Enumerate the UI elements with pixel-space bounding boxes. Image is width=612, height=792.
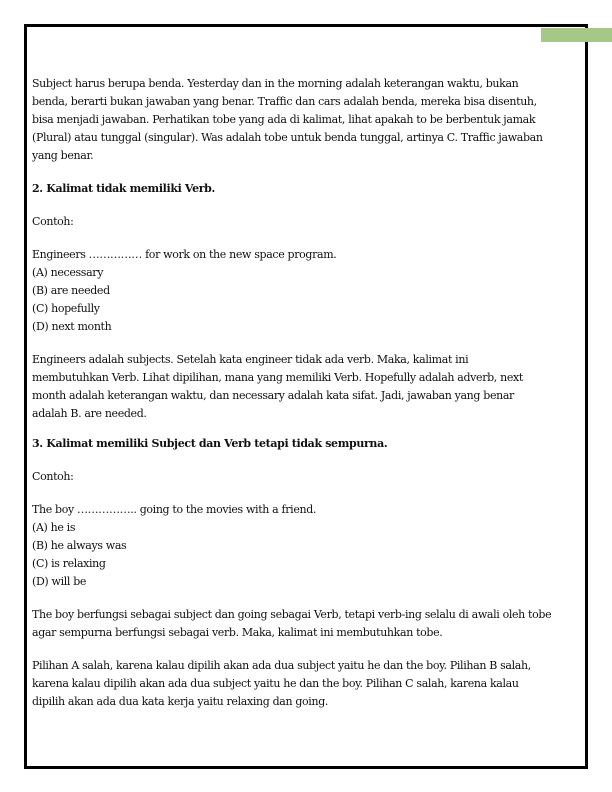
option-d: (D) will be	[32, 575, 87, 588]
option-a: (A) necessary	[32, 266, 104, 279]
text-line: month adalah keterangan waktu, dan necessary adalah kata sifat. Jadi, jawaban yang benar	[32, 389, 514, 402]
text-line: benda, berarti bukan jawaban yang benar. Traffic dan cars adalah benda, mereka bisa disentuh,	[32, 95, 537, 108]
text-line: dipilih akan ada dua kata kerja yaitu relaxing dan going.	[32, 695, 329, 708]
text-line: adalah B. are needed.	[32, 407, 147, 420]
option-b: (B) are needed	[32, 284, 110, 297]
text-line: agar sempurna berfungsi sebagai verb. Maka, kalimat ini membutuhkan tobe.	[32, 626, 443, 639]
text-line: bisa menjadi jawaban. Perhatikan tobe yang ada di kalimat, lihat apakah to be berbentuk jamak	[32, 113, 536, 126]
section-2-heading: 2. Kalimat tidak memiliki Verb.	[32, 182, 215, 195]
corner-accent-bar	[541, 28, 612, 42]
option-d: (D) next month	[32, 320, 112, 333]
section-2-example-label: Contoh:	[32, 215, 74, 228]
intro-paragraph	[32, 75, 552, 165]
section-2-explanation	[32, 351, 552, 423]
section-3-explanation	[32, 606, 552, 642]
text-line: karena kalau dipilih akan ada dua subject yaitu he dan the boy. Pilihan C salah, karena kalau	[32, 677, 519, 690]
option-c: (C) hopefully	[32, 302, 100, 315]
text-line: Pilihan A salah, karena kalau dipilih akan ada dua subject yaitu he dan the boy. Pilihan B salah,	[32, 659, 531, 672]
text-line: The boy berfungsi sebagai subject dan going sebagai Verb, tetapi verb-ing selalu di awali oleh tobe	[32, 608, 552, 621]
question-text: Engineers …………… for work on the new space program.	[32, 248, 337, 261]
document-body	[32, 75, 552, 711]
option-b: (B) he always was	[32, 539, 127, 552]
section-3-question-block	[32, 501, 552, 591]
option-c: (C) is relaxing	[32, 557, 106, 570]
section-3-explanation-2	[32, 657, 552, 711]
section-3-example-label: Contoh:	[32, 470, 74, 483]
question-text: The boy …………….. going to the movies with a friend.	[32, 503, 317, 516]
option-a: (A) he is	[32, 521, 76, 534]
text-line: (Plural) atau tunggal (singular). Was adalah tobe untuk benda tunggal, artinya C. Traffic jawaban	[32, 131, 543, 144]
text-line: Engineers adalah subjects. Setelah kata engineer tidak ada verb. Maka, kalimat ini	[32, 353, 469, 366]
section-3-heading: 3. Kalimat memiliki Subject dan Verb tetapi tidak sempurna.	[32, 437, 388, 450]
text-line: membutuhkan Verb. Lihat dipilihan, mana yang memiliki Verb. Hopefully adalah adverb, next	[32, 371, 523, 384]
text-line: Subject harus berupa benda. Yesterday dan in the morning adalah keterangan waktu, bukan	[32, 77, 519, 90]
section-2-question-block	[32, 246, 552, 336]
text-line: yang benar.	[32, 149, 94, 162]
